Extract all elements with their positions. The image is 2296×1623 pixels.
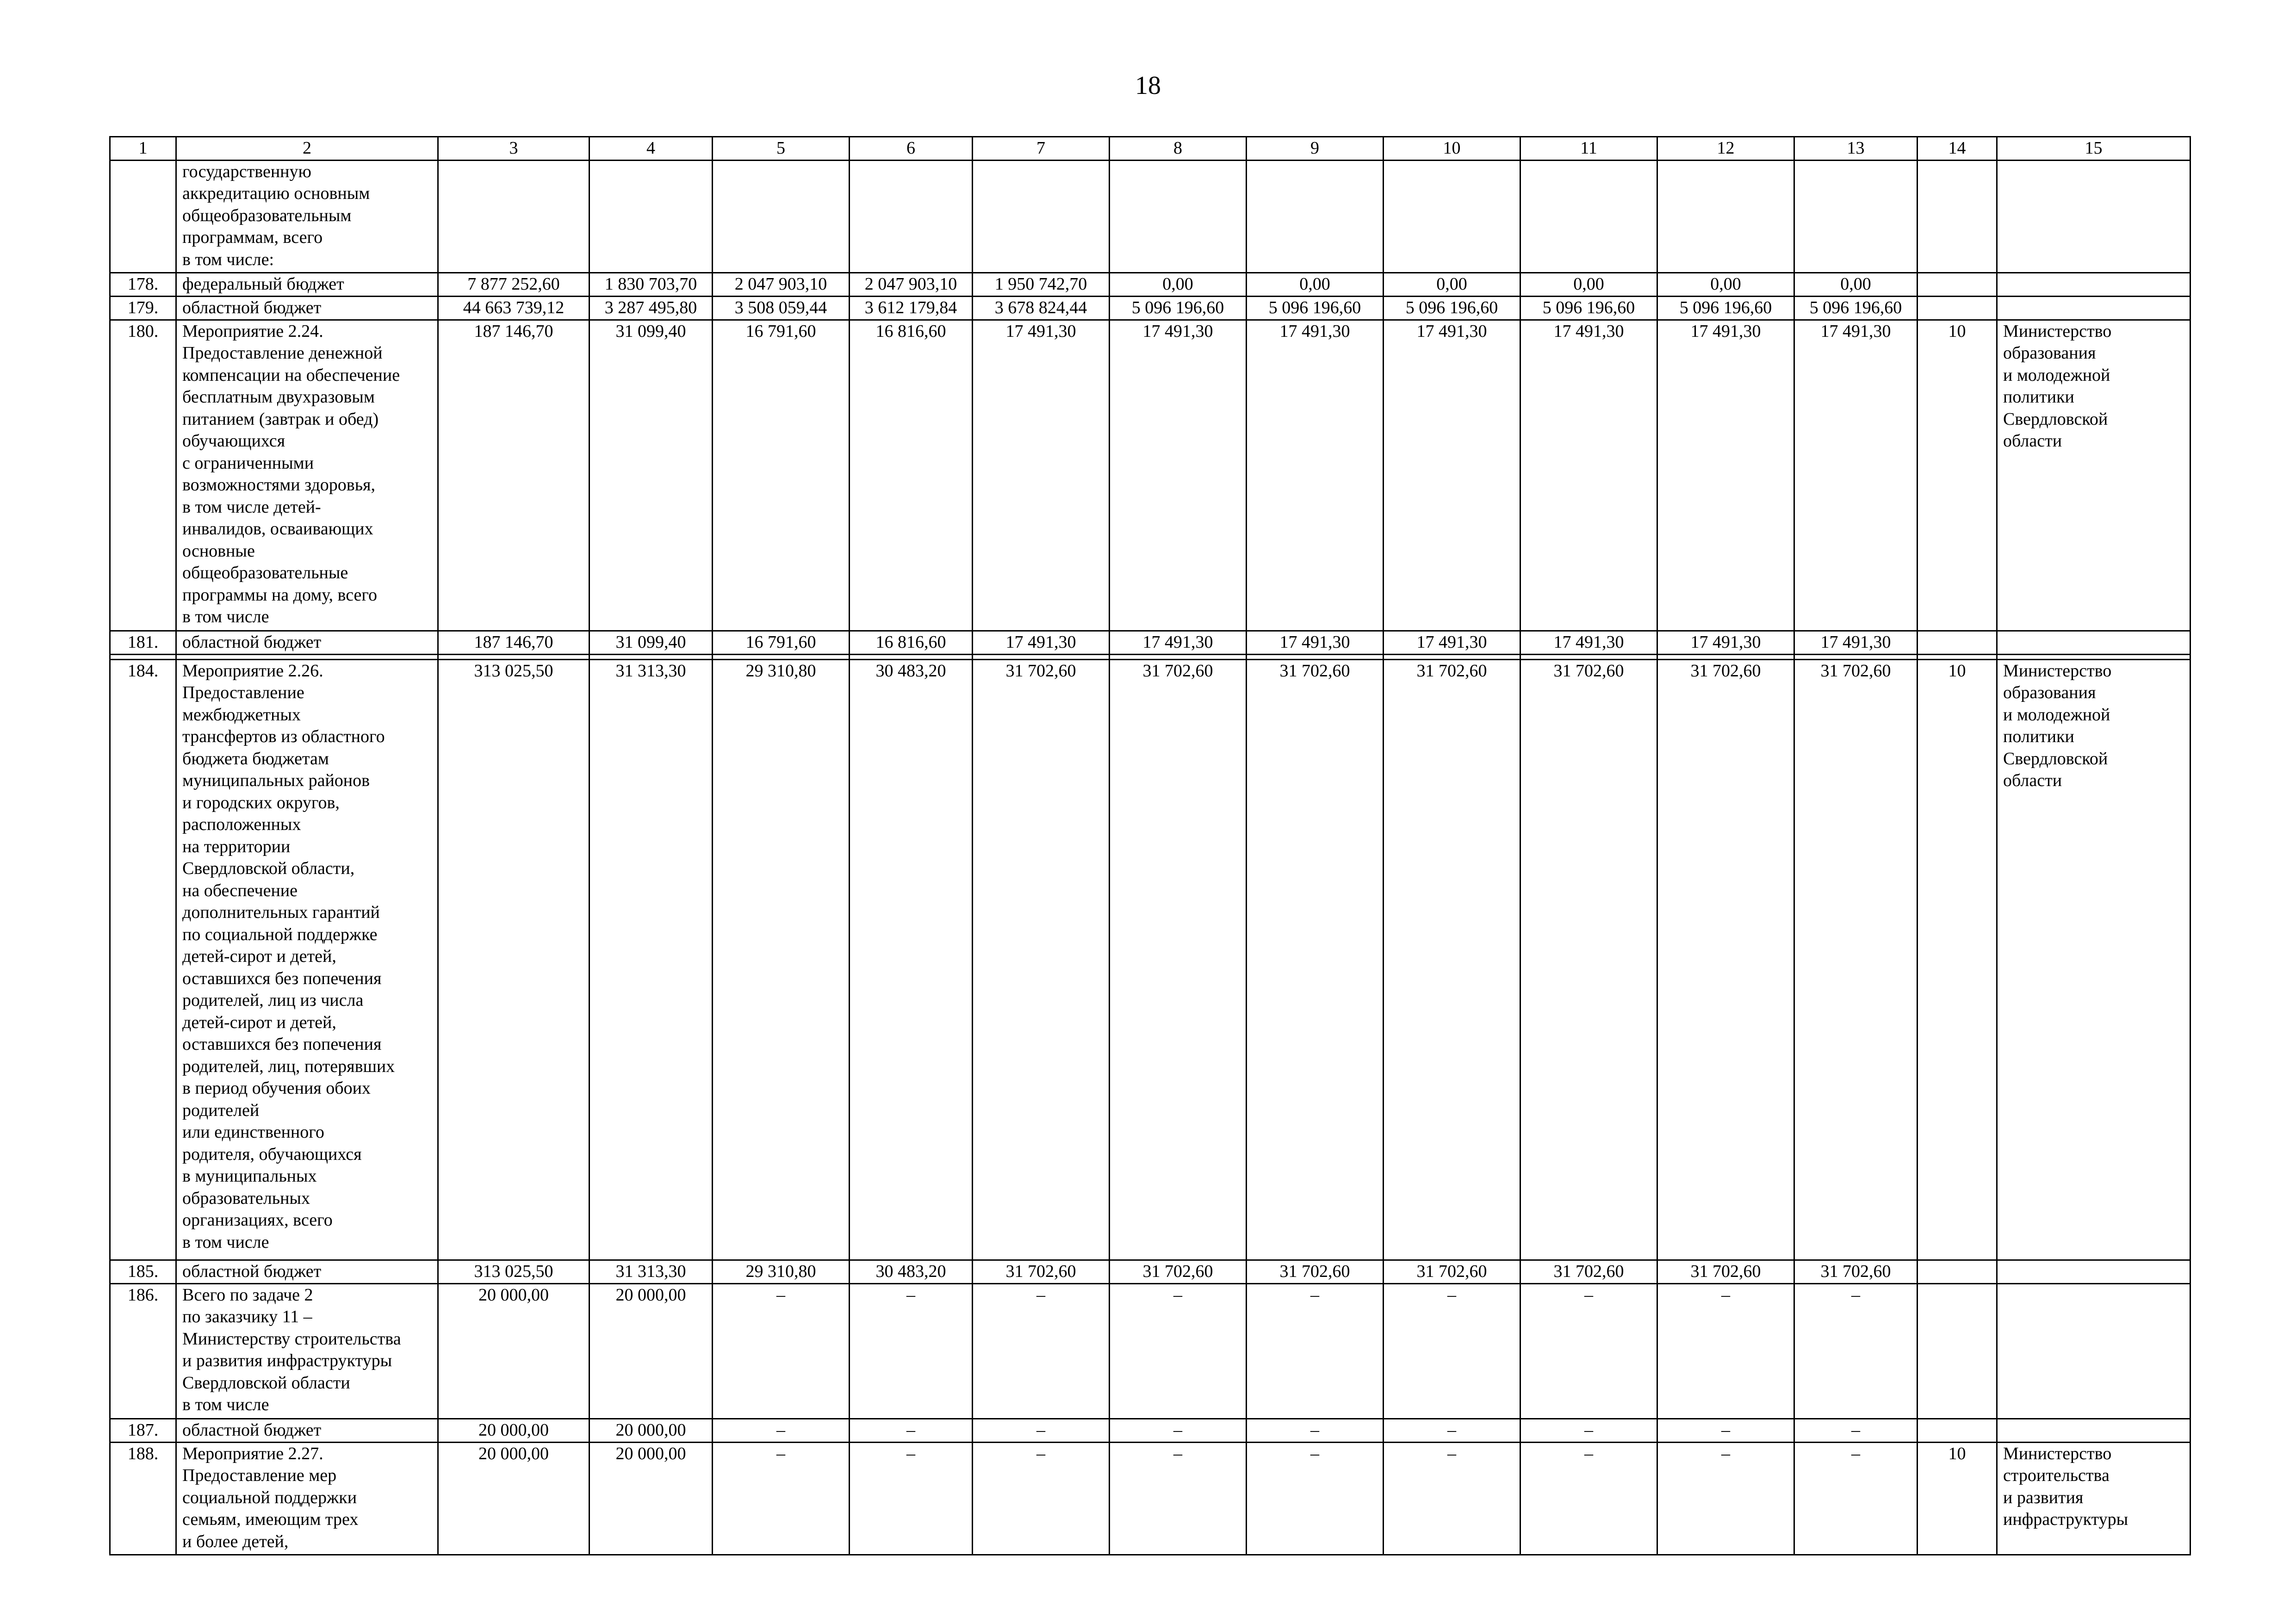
row-number: 180. [110, 320, 176, 631]
value-cell: – [1657, 1442, 1794, 1555]
header-cell-15: 15 [1997, 137, 2191, 161]
value-cell: 31 702,60 [1520, 659, 1657, 1260]
value-cell: 187 146,70 [438, 320, 590, 631]
value-cell: 17 491,30 [1110, 320, 1247, 631]
value-cell: 31 702,60 [1247, 1260, 1384, 1283]
separator-cell [176, 654, 438, 659]
value-cell: 5 096 196,60 [1247, 296, 1384, 320]
row-name: областной бюджет [176, 1419, 438, 1442]
header-cell-11: 11 [1520, 137, 1657, 161]
value-cell: 313 025,50 [438, 1260, 590, 1283]
value-cell: 5 096 196,60 [1794, 296, 1917, 320]
value-cell: – [1247, 1283, 1384, 1419]
table-row [110, 659, 2191, 1260]
header-cell-6: 6 [850, 137, 973, 161]
table-row [110, 1283, 2191, 1419]
value-cell: 5 096 196,60 [1657, 296, 1794, 320]
value-cell: 31 702,60 [1794, 659, 1917, 1260]
row-organization: Министерство образования и молодежной политики Свердловской области [1997, 320, 2191, 631]
value-cell: 17 491,30 [973, 320, 1110, 631]
row-line-code: 10 [1917, 320, 1997, 631]
row-organization [1997, 296, 2191, 320]
value-cell: 17 491,30 [1520, 320, 1657, 631]
value-cell: – [1657, 1283, 1794, 1419]
separator-cell [1384, 654, 1520, 659]
value-cell: 17 491,30 [1520, 631, 1657, 654]
value-cell: 17 491,30 [1110, 631, 1247, 654]
value-cell: 31 313,30 [590, 659, 713, 1260]
value-cell: 17 491,30 [1794, 631, 1917, 654]
header-cell-10: 10 [1384, 137, 1520, 161]
row-line-code [1917, 1283, 1997, 1419]
separator-cell [438, 654, 590, 659]
value-cell: 16 791,60 [713, 631, 850, 654]
header-cell-5: 5 [713, 137, 850, 161]
value-cell: 31 702,60 [1384, 659, 1520, 1260]
value-cell: 31 702,60 [1657, 1260, 1794, 1283]
value-cell: 0,00 [1384, 273, 1520, 296]
value-cell: 31 702,60 [1110, 1260, 1247, 1283]
value-cell: 17 491,30 [1657, 631, 1794, 654]
row-organization: Министерство образования и молодежной политики Свердловской области [1997, 659, 2191, 1260]
row-number: 184. [110, 659, 176, 1260]
row-line-code: 10 [1917, 659, 1997, 1260]
value-cell [713, 160, 850, 273]
value-cell: 3 612 179,84 [850, 296, 973, 320]
header-cell-13: 13 [1794, 137, 1917, 161]
value-cell: – [713, 1283, 850, 1419]
value-cell: – [1247, 1442, 1384, 1555]
row-line-code: 10 [1917, 1442, 1997, 1555]
header-cell-3: 3 [438, 137, 590, 161]
value-cell: 1 830 703,70 [590, 273, 713, 296]
header-cell-9: 9 [1247, 137, 1384, 161]
header-cell-14: 14 [1917, 137, 1997, 161]
table-row [110, 1419, 2191, 1442]
separator-cell [1657, 654, 1794, 659]
value-cell: 30 483,20 [850, 659, 973, 1260]
value-cell: – [973, 1419, 1110, 1442]
table-row [110, 273, 2191, 296]
separator-cell [713, 654, 850, 659]
value-cell [590, 160, 713, 273]
row-number [110, 160, 176, 273]
separator-cell [110, 654, 176, 659]
value-cell: 3 508 059,44 [713, 296, 850, 320]
value-cell: 0,00 [1794, 273, 1917, 296]
row-name: Мероприятие 2.26. Предоставление межбюджетных трансфертов из областного бюджета бюджетам муниципальных районов и городских округов, расположенных на территории Свердловской области, на обеспечение дополнительных гарантий по социальной поддержке детей-сирот и детей, оставшихся без попечения родителей, лиц из числа детей-сирот и детей, оставшихся без попечения родителей, лиц, потерявших в период обучения обоих родителей или единственного родителя, обучающихся в муниципальных образовательных организациях, всего в том числе [176, 659, 438, 1260]
value-cell: 16 816,60 [850, 631, 973, 654]
value-cell: 0,00 [1247, 273, 1384, 296]
row-organization [1997, 273, 2191, 296]
value-cell: 31 702,60 [1657, 659, 1794, 1260]
value-cell: 20 000,00 [590, 1442, 713, 1555]
value-cell: – [1657, 1419, 1794, 1442]
value-cell: – [1794, 1419, 1917, 1442]
value-cell: 44 663 739,12 [438, 296, 590, 320]
separator-cell [1917, 654, 1997, 659]
value-cell: 31 702,60 [1794, 1260, 1917, 1283]
value-cell: – [1794, 1283, 1917, 1419]
budget-table [109, 136, 2191, 1555]
row-line-code [1917, 1419, 1997, 1442]
value-cell: – [1247, 1419, 1384, 1442]
value-cell: – [1384, 1283, 1520, 1419]
value-cell: – [713, 1419, 850, 1442]
row-line-code [1917, 631, 1997, 654]
value-cell: 31 099,40 [590, 320, 713, 631]
value-cell: 2 047 903,10 [713, 273, 850, 296]
header-row [110, 137, 2191, 161]
value-cell: 31 702,60 [973, 1260, 1110, 1283]
row-line-code [1917, 160, 1997, 273]
value-cell: 5 096 196,60 [1384, 296, 1520, 320]
value-cell: 20 000,00 [590, 1419, 713, 1442]
value-cell: 29 310,80 [713, 1260, 850, 1283]
separator-cell [1520, 654, 1657, 659]
value-cell: – [1520, 1419, 1657, 1442]
row-number: 187. [110, 1419, 176, 1442]
value-cell: 31 702,60 [973, 659, 1110, 1260]
value-cell: – [973, 1283, 1110, 1419]
row-organization [1997, 631, 2191, 654]
table-row [110, 1260, 2191, 1283]
value-cell: – [1794, 1442, 1917, 1555]
separator-cell [1110, 654, 1247, 659]
value-cell: – [850, 1442, 973, 1555]
value-cell: 17 491,30 [1384, 631, 1520, 654]
value-cell: 29 310,80 [713, 659, 850, 1260]
value-cell: 313 025,50 [438, 659, 590, 1260]
value-cell: 20 000,00 [438, 1283, 590, 1419]
value-cell [438, 160, 590, 273]
header-cell-8: 8 [1110, 137, 1247, 161]
value-cell: 3 287 495,80 [590, 296, 713, 320]
row-number: 181. [110, 631, 176, 654]
row-name: федеральный бюджет [176, 273, 438, 296]
value-cell [1657, 160, 1794, 273]
value-cell: 16 791,60 [713, 320, 850, 631]
value-cell: 16 816,60 [850, 320, 973, 631]
value-cell: 0,00 [1657, 273, 1794, 296]
value-cell: – [1110, 1283, 1247, 1419]
value-cell: 3 678 824,44 [973, 296, 1110, 320]
value-cell: – [1520, 1442, 1657, 1555]
value-cell: 31 702,60 [1110, 659, 1247, 1260]
value-cell: – [713, 1442, 850, 1555]
header-cell-7: 7 [973, 137, 1110, 161]
value-cell: 17 491,30 [1657, 320, 1794, 631]
separator-cell [850, 654, 973, 659]
header-cell-4: 4 [590, 137, 713, 161]
row-number: 185. [110, 1260, 176, 1283]
row-name: Мероприятие 2.27. Предоставление мер социальной поддержки семьям, имеющим трех и более детей, [176, 1442, 438, 1555]
value-cell: 30 483,20 [850, 1260, 973, 1283]
row-number: 188. [110, 1442, 176, 1555]
value-cell [1384, 160, 1520, 273]
value-cell: 17 491,30 [973, 631, 1110, 654]
value-cell: 5 096 196,60 [1110, 296, 1247, 320]
value-cell [1794, 160, 1917, 273]
separator-cell [973, 654, 1110, 659]
row-number: 186. [110, 1283, 176, 1419]
row-line-code [1917, 296, 1997, 320]
value-cell [1520, 160, 1657, 273]
header-cell-2: 2 [176, 137, 438, 161]
value-cell: 31 313,30 [590, 1260, 713, 1283]
value-cell: 1 950 742,70 [973, 273, 1110, 296]
value-cell: 20 000,00 [438, 1419, 590, 1442]
value-cell: – [1520, 1283, 1657, 1419]
value-cell: – [850, 1419, 973, 1442]
value-cell [850, 160, 973, 273]
row-name: областной бюджет [176, 296, 438, 320]
table-row [110, 631, 2191, 654]
row-line-code [1917, 1260, 1997, 1283]
value-cell: – [1110, 1442, 1247, 1555]
page-number: 18 [1135, 71, 1161, 100]
value-cell: 17 491,30 [1247, 320, 1384, 631]
row-organization [1997, 1260, 2191, 1283]
row-name: областной бюджет [176, 631, 438, 654]
value-cell: 0,00 [1110, 273, 1247, 296]
value-cell [1110, 160, 1247, 273]
table-row [110, 160, 2191, 273]
value-cell: – [1384, 1442, 1520, 1555]
value-cell: 20 000,00 [438, 1442, 590, 1555]
separator-cell [590, 654, 713, 659]
value-cell: 20 000,00 [590, 1283, 713, 1419]
row-organization [1997, 1283, 2191, 1419]
header-cell-12: 12 [1657, 137, 1794, 161]
row-line-code [1917, 273, 1997, 296]
value-cell: 5 096 196,60 [1520, 296, 1657, 320]
value-cell: – [973, 1442, 1110, 1555]
row-organization [1997, 160, 2191, 273]
table-row [110, 296, 2191, 320]
row-name: Всего по задаче 2 по заказчику 11 – Министерству строительства и развития инфраструктуры Свердловской области в том числе [176, 1283, 438, 1419]
value-cell: 187 146,70 [438, 631, 590, 654]
row-name: государственную аккредитацию основным общеобразовательным программам, всего в том числе: [176, 160, 438, 273]
value-cell: – [850, 1283, 973, 1419]
row-name: областной бюджет [176, 1260, 438, 1283]
value-cell: 31 702,60 [1247, 659, 1384, 1260]
table-row [110, 1442, 2191, 1555]
header-cell-1: 1 [110, 137, 176, 161]
value-cell: 17 491,30 [1794, 320, 1917, 631]
value-cell [973, 160, 1110, 273]
value-cell: – [1384, 1419, 1520, 1442]
row-number: 179. [110, 296, 176, 320]
row-name: Мероприятие 2.24. Предоставление денежной компенсации на обеспечение бесплатным двухразовым питанием (завтрак и обед) обучающихся с ограниченными возможностями здоровья, в том числе детей- инвалидов, осваивающих основные общеобразовательные программы на дому, всего в том числе [176, 320, 438, 631]
value-cell: 0,00 [1520, 273, 1657, 296]
row-organization: Министерство строительства и развития инфраструктуры [1997, 1442, 2191, 1555]
value-cell: 17 491,30 [1384, 320, 1520, 631]
value-cell: 2 047 903,10 [850, 273, 973, 296]
row-organization [1997, 1419, 2191, 1442]
separator-cell [1794, 654, 1917, 659]
value-cell: 31 702,60 [1520, 1260, 1657, 1283]
row-number: 178. [110, 273, 176, 296]
value-cell: 17 491,30 [1247, 631, 1384, 654]
value-cell: 7 877 252,60 [438, 273, 590, 296]
value-cell: 31 702,60 [1384, 1260, 1520, 1283]
separator-cell [1247, 654, 1384, 659]
table-row [110, 320, 2191, 631]
row-separator [110, 654, 2191, 659]
value-cell: – [1110, 1419, 1247, 1442]
separator-cell [1997, 654, 2191, 659]
value-cell [1247, 160, 1384, 273]
value-cell: 31 099,40 [590, 631, 713, 654]
